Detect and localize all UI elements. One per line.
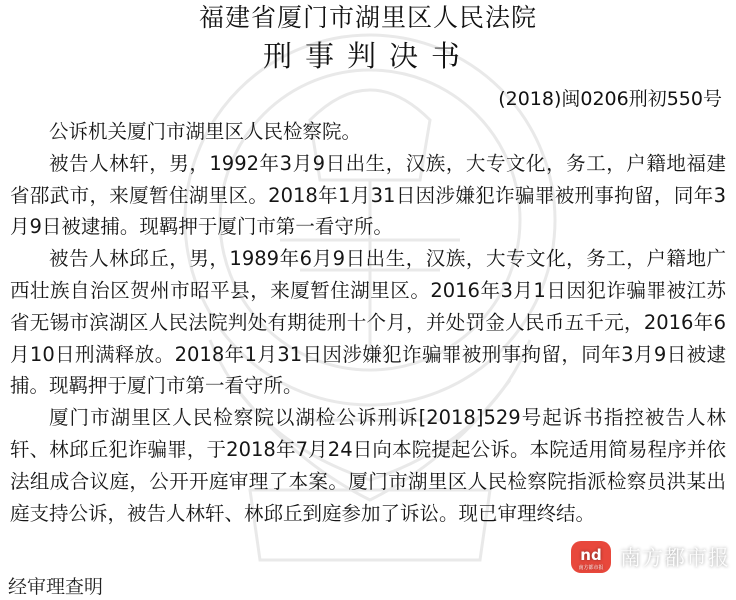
paragraph-proceedings: 厦门市湖里区人民检察院以湖检公诉刑诉[2018]529号起诉书指控被告人林轩、林邱丘犯诈骗罪，于2018年7月24日向本院提起公诉。本院适用简易程序并依法组成合议庭，公开开庭审理了本案。厦门市湖里区人民检察院指派检察员洪某出庭支持公诉，被告人林轩、林邱丘到庭参加了诉讼。现已审理终结。 [10, 406, 726, 525]
document-title: 刑事判决书 [262, 39, 473, 73]
judgment-body [10, 116, 726, 529]
next-section-heading: 经审理查明 [8, 576, 104, 598]
newspaper-logo-icon [568, 540, 614, 574]
court-name: 福建省厦门市湖里区人民法院 [198, 3, 537, 32]
svg-text:nd: nd [580, 546, 602, 564]
svg-text:南方都市报: 南方都市报 [578, 565, 604, 571]
paragraph-defendant-1: 被告人林轩，男，1992年3月9日出生，汉族，大专文化，务工，户籍地福建省邵武市，来厦暂住湖里区。2018年1月31日因涉嫌犯诈骗罪被刑事拘留，同年3月9日被逮捕。现羁押于厦门市第一看守所。 [10, 151, 726, 239]
paragraph-defendant-2: 被告人林邱丘，男，1989年6月9日出生，汉族，大专文化，务工，户籍地广西壮族自治区贺州市昭平县，来厦暂住湖里区。2016年3月1日因犯诈骗罪被江苏省无锡市滨湖区人民法院判处有期徒刑十个月，并处罚金人民币五千元，2016年6月10日刑满释放。2018年1月31日因涉嫌犯诈骗罪被刑事拘留，同年3月9日被逮捕。现羁押于厦门市第一看守所。 [10, 247, 726, 398]
case-number: (2018)闽0206刑初550号 [498, 88, 722, 110]
paragraph-prosecutor: 公诉机关厦门市湖里区人民检察院。 [49, 120, 362, 143]
publisher-watermark [568, 540, 730, 574]
watermark-text: 南方都市报 [620, 546, 730, 570]
